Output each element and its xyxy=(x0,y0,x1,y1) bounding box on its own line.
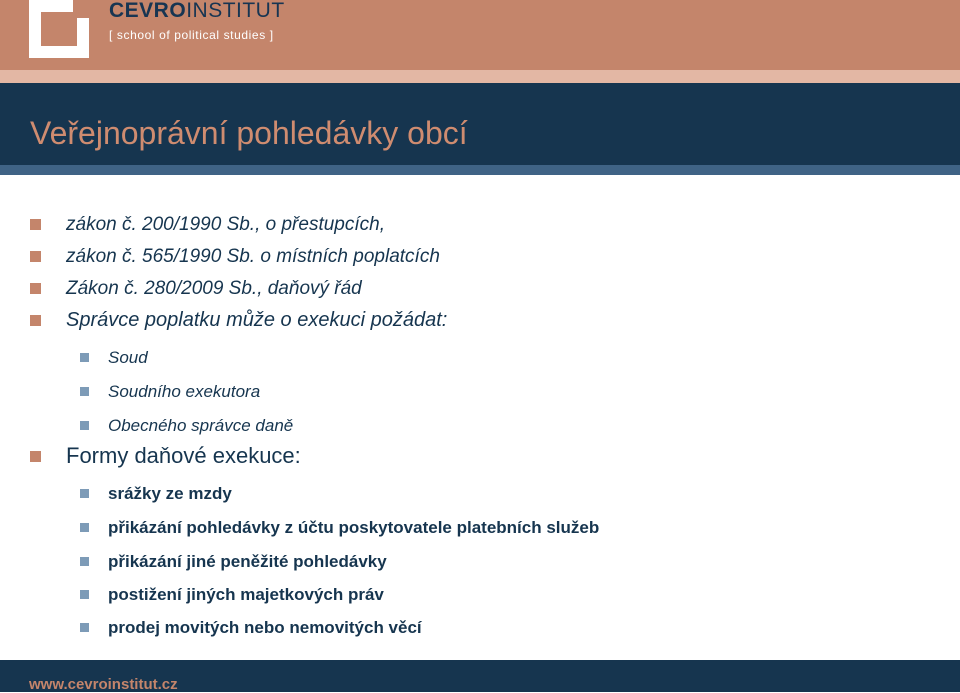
sub-bullet-icon xyxy=(80,353,89,362)
list-item: Formy daňové exekuce: xyxy=(66,443,301,468)
list-item: zákon č. 200/1990 Sb., o přestupcích, xyxy=(66,214,385,235)
list-item: zákon č. 565/1990 Sb. o místních poplatcích xyxy=(66,246,440,267)
sub-list-item: přikázání jiné peněžité pohledávky xyxy=(108,552,387,571)
sub-list-item: přikázání pohledávky z účtu poskytovatele platebních služeb xyxy=(108,518,600,537)
sub-list-item: postižení jiných majetkových práv xyxy=(108,585,384,604)
sub-list-item: prodej movitých nebo nemovitých věcí xyxy=(108,618,422,637)
bullet-icon xyxy=(30,315,41,326)
sub-bullet-icon xyxy=(80,387,89,396)
sub-bullet-icon xyxy=(80,421,89,430)
list-item: Zákon č. 280/2009 Sb., daňový řád xyxy=(66,278,362,299)
footer-url-link[interactable]: www.cevroinstitut.cz xyxy=(29,676,178,693)
sub-bullet-icon xyxy=(80,489,89,498)
sub-bullet-icon xyxy=(80,557,89,566)
sub-bullet-icon xyxy=(80,590,89,599)
logo-tagline: [ school of political studies ] xyxy=(109,28,274,42)
logo-wordmark-light: INSTITUT xyxy=(186,0,285,22)
bullet-icon xyxy=(30,251,41,262)
logo-wordmark-bold: CEVRO xyxy=(109,0,187,22)
sub-list-item: Soudního exekutora xyxy=(108,382,261,401)
bullet-icon xyxy=(30,283,41,294)
sub-list-item: srážky ze mzdy xyxy=(108,484,232,503)
sub-bullet-icon xyxy=(80,523,89,532)
slide-title: Veřejnoprávní pohledávky obcí xyxy=(30,115,468,151)
sub-bullet-icon xyxy=(80,623,89,632)
bullet-icon xyxy=(30,451,41,462)
sub-list-item: Soud xyxy=(108,348,148,367)
bullet-icon xyxy=(30,219,41,230)
list-item: Správce poplatku může o exekuci požádat: xyxy=(66,309,448,331)
sub-list-item: Obecného správce daně xyxy=(108,416,294,435)
